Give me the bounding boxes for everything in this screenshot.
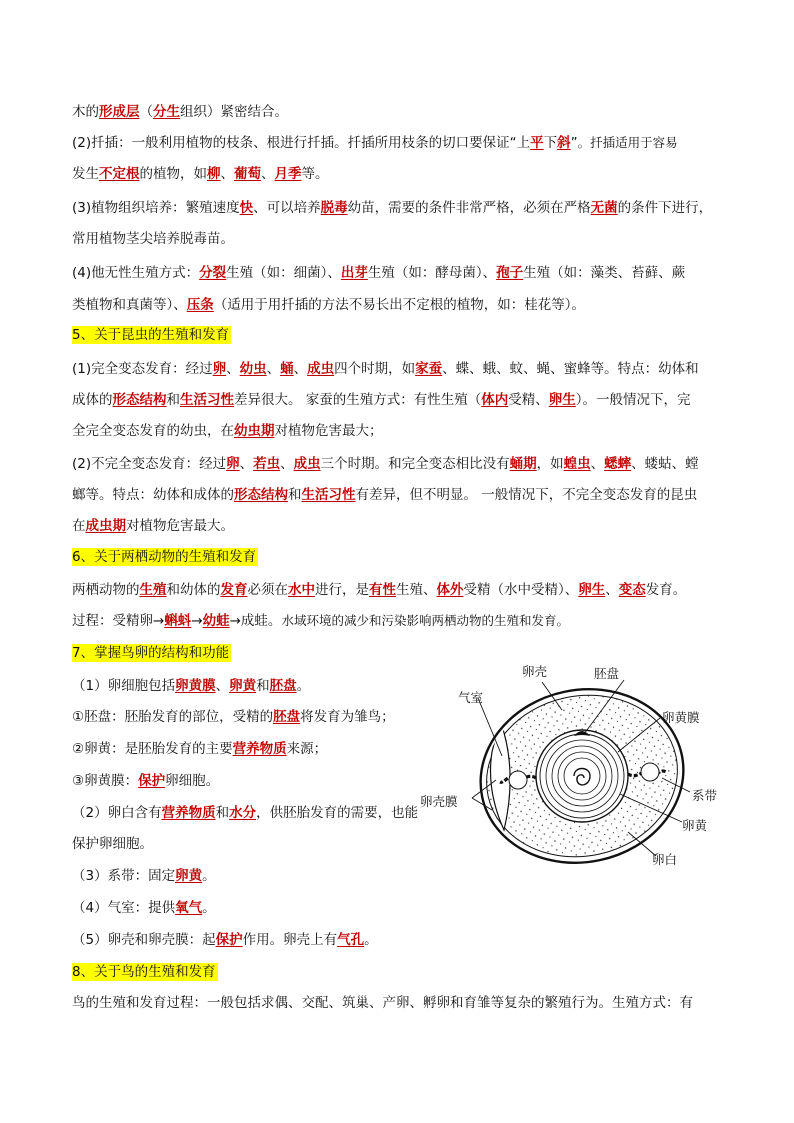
text-segment: 、: [280, 456, 294, 472]
text-segment: ，供胚胎发育的需要，也能: [256, 805, 419, 821]
text-segment: (2)不完全变态发育：经过: [72, 456, 227, 472]
text-segment: 来源；: [286, 741, 328, 757]
keyword-answer: 发育: [220, 582, 248, 598]
text-segment: ”: [570, 135, 578, 151]
keyword-answer: 成虫: [307, 361, 335, 377]
label-vitelline-membrane: 卵黄膜: [662, 710, 700, 725]
text-segment: 、: [266, 361, 281, 377]
keyword-answer: 幼蛙: [202, 613, 230, 629]
text-segment: 生殖（如：酵母菌）、: [367, 265, 497, 281]
text-line: [72, 708, 395, 726]
keyword-answer: 柳: [207, 166, 221, 182]
keyword-answer: 形态结构: [234, 487, 288, 503]
keyword-answer: 月季: [274, 166, 302, 182]
text-segment: 。: [364, 932, 378, 948]
keyword-answer: 氧气: [175, 900, 203, 916]
text-segment: 三个时期。和完全变态相比没有: [320, 456, 510, 472]
text-segment: （3）系带：固定: [72, 868, 176, 884]
text-segment: 组织）紧密结合。: [180, 104, 288, 120]
section-heading-7: 7、掌握鸟卵的结构和功能: [72, 645, 230, 661]
text-line: [72, 994, 693, 1012]
text-segment: 生殖（如：细菌）、: [226, 265, 341, 281]
text-segment: →: [191, 613, 203, 629]
keyword-answer: 成虫期: [85, 518, 126, 534]
text-segment: 、: [226, 361, 240, 377]
text-segment: 水域环境的减少和污染影响两栖动物的生殖和发育。: [281, 613, 569, 628]
text-segment: （2）卵白含有: [72, 805, 162, 821]
text-segment: （1）卵细胞包括: [72, 678, 176, 694]
keyword-answer: 幼虫: [239, 361, 267, 377]
label-shell: 卵壳: [522, 664, 548, 679]
keyword-answer: 若虫: [253, 456, 281, 472]
egg-yolk: [536, 730, 628, 822]
keyword-answer: 蝗虫: [563, 456, 591, 472]
section-heading-6: 6、关于两栖动物的生殖和发育: [72, 549, 257, 565]
keyword-answer: 孢子: [496, 265, 524, 281]
text-segment: （4）气室：提供: [72, 900, 176, 916]
text-line: [72, 103, 288, 121]
text-line: [72, 422, 383, 440]
text-segment: 全完全变态发育的幼虫，在: [72, 423, 234, 439]
text-line: [72, 199, 712, 217]
text-segment: 、: [261, 166, 275, 182]
text-line: [72, 677, 310, 695]
text-line: [72, 455, 699, 473]
keyword-answer: 胚盘: [273, 709, 301, 725]
keyword-answer: 快: [239, 200, 254, 216]
keyword-answer: 平: [530, 135, 544, 151]
text-segment: 差异很大。 家蚕的生殖方式：有性生殖（: [234, 392, 482, 408]
text-segment: 四个时期，如: [334, 361, 416, 377]
text-segment: ，如: [536, 456, 564, 472]
keyword-answer: 生活习性: [301, 487, 356, 503]
text-line: [72, 486, 697, 504]
text-segment: 两栖动物的: [72, 582, 140, 598]
keyword-answer: 水分: [229, 805, 257, 821]
text-line: [72, 867, 216, 885]
keyword-answer: 营养物质: [161, 805, 216, 821]
text-segment: 对植物危害最大；: [274, 423, 383, 439]
label-chalaza: 系带: [692, 788, 718, 803]
text-segment: 和幼体的: [166, 582, 221, 598]
text-segment: 过程：受精卵→: [72, 613, 165, 629]
text-segment: 保护卵细胞。: [72, 836, 153, 852]
text-segment: 和: [215, 805, 230, 821]
keyword-answer: 卵黄: [175, 868, 203, 884]
keyword-answer: 压条: [186, 297, 214, 313]
text-segment: (2)扦插：一般利用植物的枝条、根进行扦插。扦插所用枝条的切口要保证“上: [72, 135, 531, 151]
text-segment: 。扦插适用于容易: [577, 135, 678, 150]
text-segment: 、: [293, 361, 308, 377]
label-albumen: 卵白: [652, 852, 678, 867]
keyword-answer: 形态结构: [112, 392, 167, 408]
text-segment: 的植物，如: [139, 166, 207, 182]
keyword-answer: 水中: [288, 582, 315, 598]
keyword-answer: 卵黄: [229, 678, 257, 694]
keyword-answer: 蛹: [280, 361, 294, 377]
keyword-answer: 出芽: [340, 265, 368, 281]
keyword-answer: 有性: [369, 582, 396, 598]
text-segment: （5）卵壳和卵壳膜：起: [72, 932, 216, 948]
section-heading-5: 5、关于昆虫的生殖和发育: [72, 327, 230, 343]
text-line: [72, 264, 685, 282]
egg-structure-diagram: [414, 660, 734, 882]
keyword-answer: 保护: [138, 773, 166, 789]
text-segment: 和: [288, 487, 302, 503]
text-segment: 发生: [72, 166, 99, 182]
text-line: [72, 230, 234, 248]
label-embryonic-disc: 胚盘: [594, 666, 620, 681]
text-segment: 、: [220, 166, 234, 182]
text-segment: （: [139, 104, 153, 120]
text-segment: 、蝼蛄、螳: [631, 456, 699, 472]
text-line: [72, 931, 378, 949]
text-line: [72, 772, 219, 790]
text-segment: 有差异，但不明显。 一般情况下，不完全变态发育的昆虫: [355, 487, 698, 503]
text-segment: 对植物危害最大。: [126, 518, 234, 534]
text-line: [72, 517, 234, 535]
text-segment: 鸟的生殖和发育过程：一般包括求偶、交配、筑巢、产卵、孵卵和育雏等复杂的繁殖行为。生殖方式：有: [72, 995, 693, 1011]
keyword-answer: 体外: [436, 582, 464, 598]
text-line: [72, 581, 686, 599]
keyword-answer: 生活习性: [180, 392, 234, 408]
text-segment: 作用。卵壳上有: [242, 932, 338, 948]
text-segment: 。: [296, 678, 311, 694]
text-segment: ③卵黄膜：: [72, 773, 139, 789]
keyword-answer: 卵: [226, 456, 240, 472]
text-segment: (3)植物组织培养：繁殖速度: [72, 200, 240, 216]
text-segment: 。: [202, 900, 216, 916]
keyword-answer: 蟋蟀: [604, 456, 632, 472]
keyword-answer: 蝌蚪: [164, 613, 192, 629]
keyword-answer: 变态: [618, 582, 646, 598]
keyword-answer: 胚盘: [269, 678, 297, 694]
text-segment: （适用于用扦插的方法不易长出不定根的植物，如：桂花等）。: [213, 297, 585, 313]
text-segment: 、: [605, 582, 619, 598]
text-line: [72, 804, 418, 822]
text-line: [72, 612, 569, 630]
keyword-answer: 营养物质: [232, 741, 287, 757]
text-segment: (1)完全变态发育：经过: [72, 361, 213, 377]
text-segment: 的条件下进行，: [617, 200, 713, 216]
text-segment: 幼苗，需要的条件非常严格，必须在严格: [347, 200, 591, 216]
text-segment: 。: [202, 868, 216, 884]
text-segment: 、可以培养: [253, 200, 321, 216]
section-heading-8: 8、关于鸟的生殖和发育: [72, 964, 216, 980]
keyword-answer: 斜: [557, 135, 571, 151]
text-segment: 生殖（如：藻类、苔藓、蕨: [523, 265, 686, 281]
text-segment: 和: [166, 392, 180, 408]
text-line: [72, 296, 585, 314]
text-segment: 和: [256, 678, 270, 694]
text-segment: ①胚盘：胚胎发育的部位，受精的: [72, 709, 274, 725]
text-segment: 类植物和真菌等）、: [72, 297, 187, 313]
keyword-answer: 气孔: [337, 932, 365, 948]
label-air-cell: 气室: [458, 690, 484, 705]
text-segment: 卵细胞。: [165, 773, 220, 789]
keyword-answer: 脱毒: [320, 200, 348, 216]
keyword-answer: 保护: [215, 932, 243, 948]
text-segment: 等。: [301, 166, 329, 182]
keyword-answer: 成虫: [293, 456, 321, 472]
keyword-answer: 体内: [481, 392, 509, 408]
text-segment: 、: [239, 456, 254, 472]
text-line: [72, 134, 678, 152]
text-segment: 受精（水中受精）、: [463, 582, 579, 598]
text-segment: 进行，是: [315, 582, 369, 598]
keyword-answer: 卵: [212, 361, 227, 377]
keyword-answer: 分裂: [199, 265, 227, 281]
text-line: [72, 740, 327, 758]
keyword-answer: 形成层: [99, 104, 140, 120]
text-line: [72, 391, 691, 409]
text-line: [72, 360, 699, 378]
text-segment: 将发育为雏鸟；: [300, 709, 395, 725]
text-segment: ）。一般情况下，完: [575, 392, 691, 408]
text-segment: 成体的: [72, 392, 113, 408]
keyword-answer: 无菌: [590, 200, 618, 216]
label-shell-membrane: 卵壳膜: [420, 794, 458, 809]
text-segment: 发育。: [645, 582, 687, 598]
keyword-answer: 不定根: [99, 166, 140, 182]
keyword-answer: 葡萄: [234, 166, 261, 182]
keyword-answer: 幼虫期: [234, 423, 275, 439]
keyword-answer: 卵生: [548, 392, 576, 408]
text-segment: →成蛙。: [229, 613, 282, 629]
text-segment: 受精、: [508, 392, 549, 408]
keyword-answer: 生殖: [139, 582, 167, 598]
text-segment: 生殖、: [396, 582, 437, 598]
keyword-answer: 家蚕: [415, 361, 443, 377]
text-segment: (4)他无性生殖方式：: [72, 265, 200, 281]
text-segment: 必须在: [247, 582, 288, 598]
text-segment: 常用植物茎尖培养脱毒苗。: [72, 231, 234, 247]
keyword-answer: 卵生: [578, 582, 606, 598]
text-segment: 在: [72, 518, 86, 534]
text-line: [72, 165, 329, 183]
text-segment: 木的: [72, 104, 99, 120]
keyword-answer: 蛹期: [509, 456, 537, 472]
text-segment: 、蝶、蛾、蚊、蝇、蜜蜂等。特点：幼体和: [442, 361, 699, 377]
keyword-answer: 分生: [153, 104, 180, 120]
text-segment: ②卵黄：是胚胎发育的主要: [72, 741, 233, 757]
keyword-answer: 卵黄膜: [175, 678, 216, 694]
text-segment: 下: [543, 135, 558, 151]
label-yolk: 卵黄: [682, 818, 708, 833]
text-line: [72, 835, 153, 853]
text-segment: 、: [590, 456, 605, 472]
text-segment: 螂等。特点：幼体和成体的: [72, 487, 234, 503]
text-line: [72, 899, 216, 917]
text-segment: 、: [215, 678, 230, 694]
